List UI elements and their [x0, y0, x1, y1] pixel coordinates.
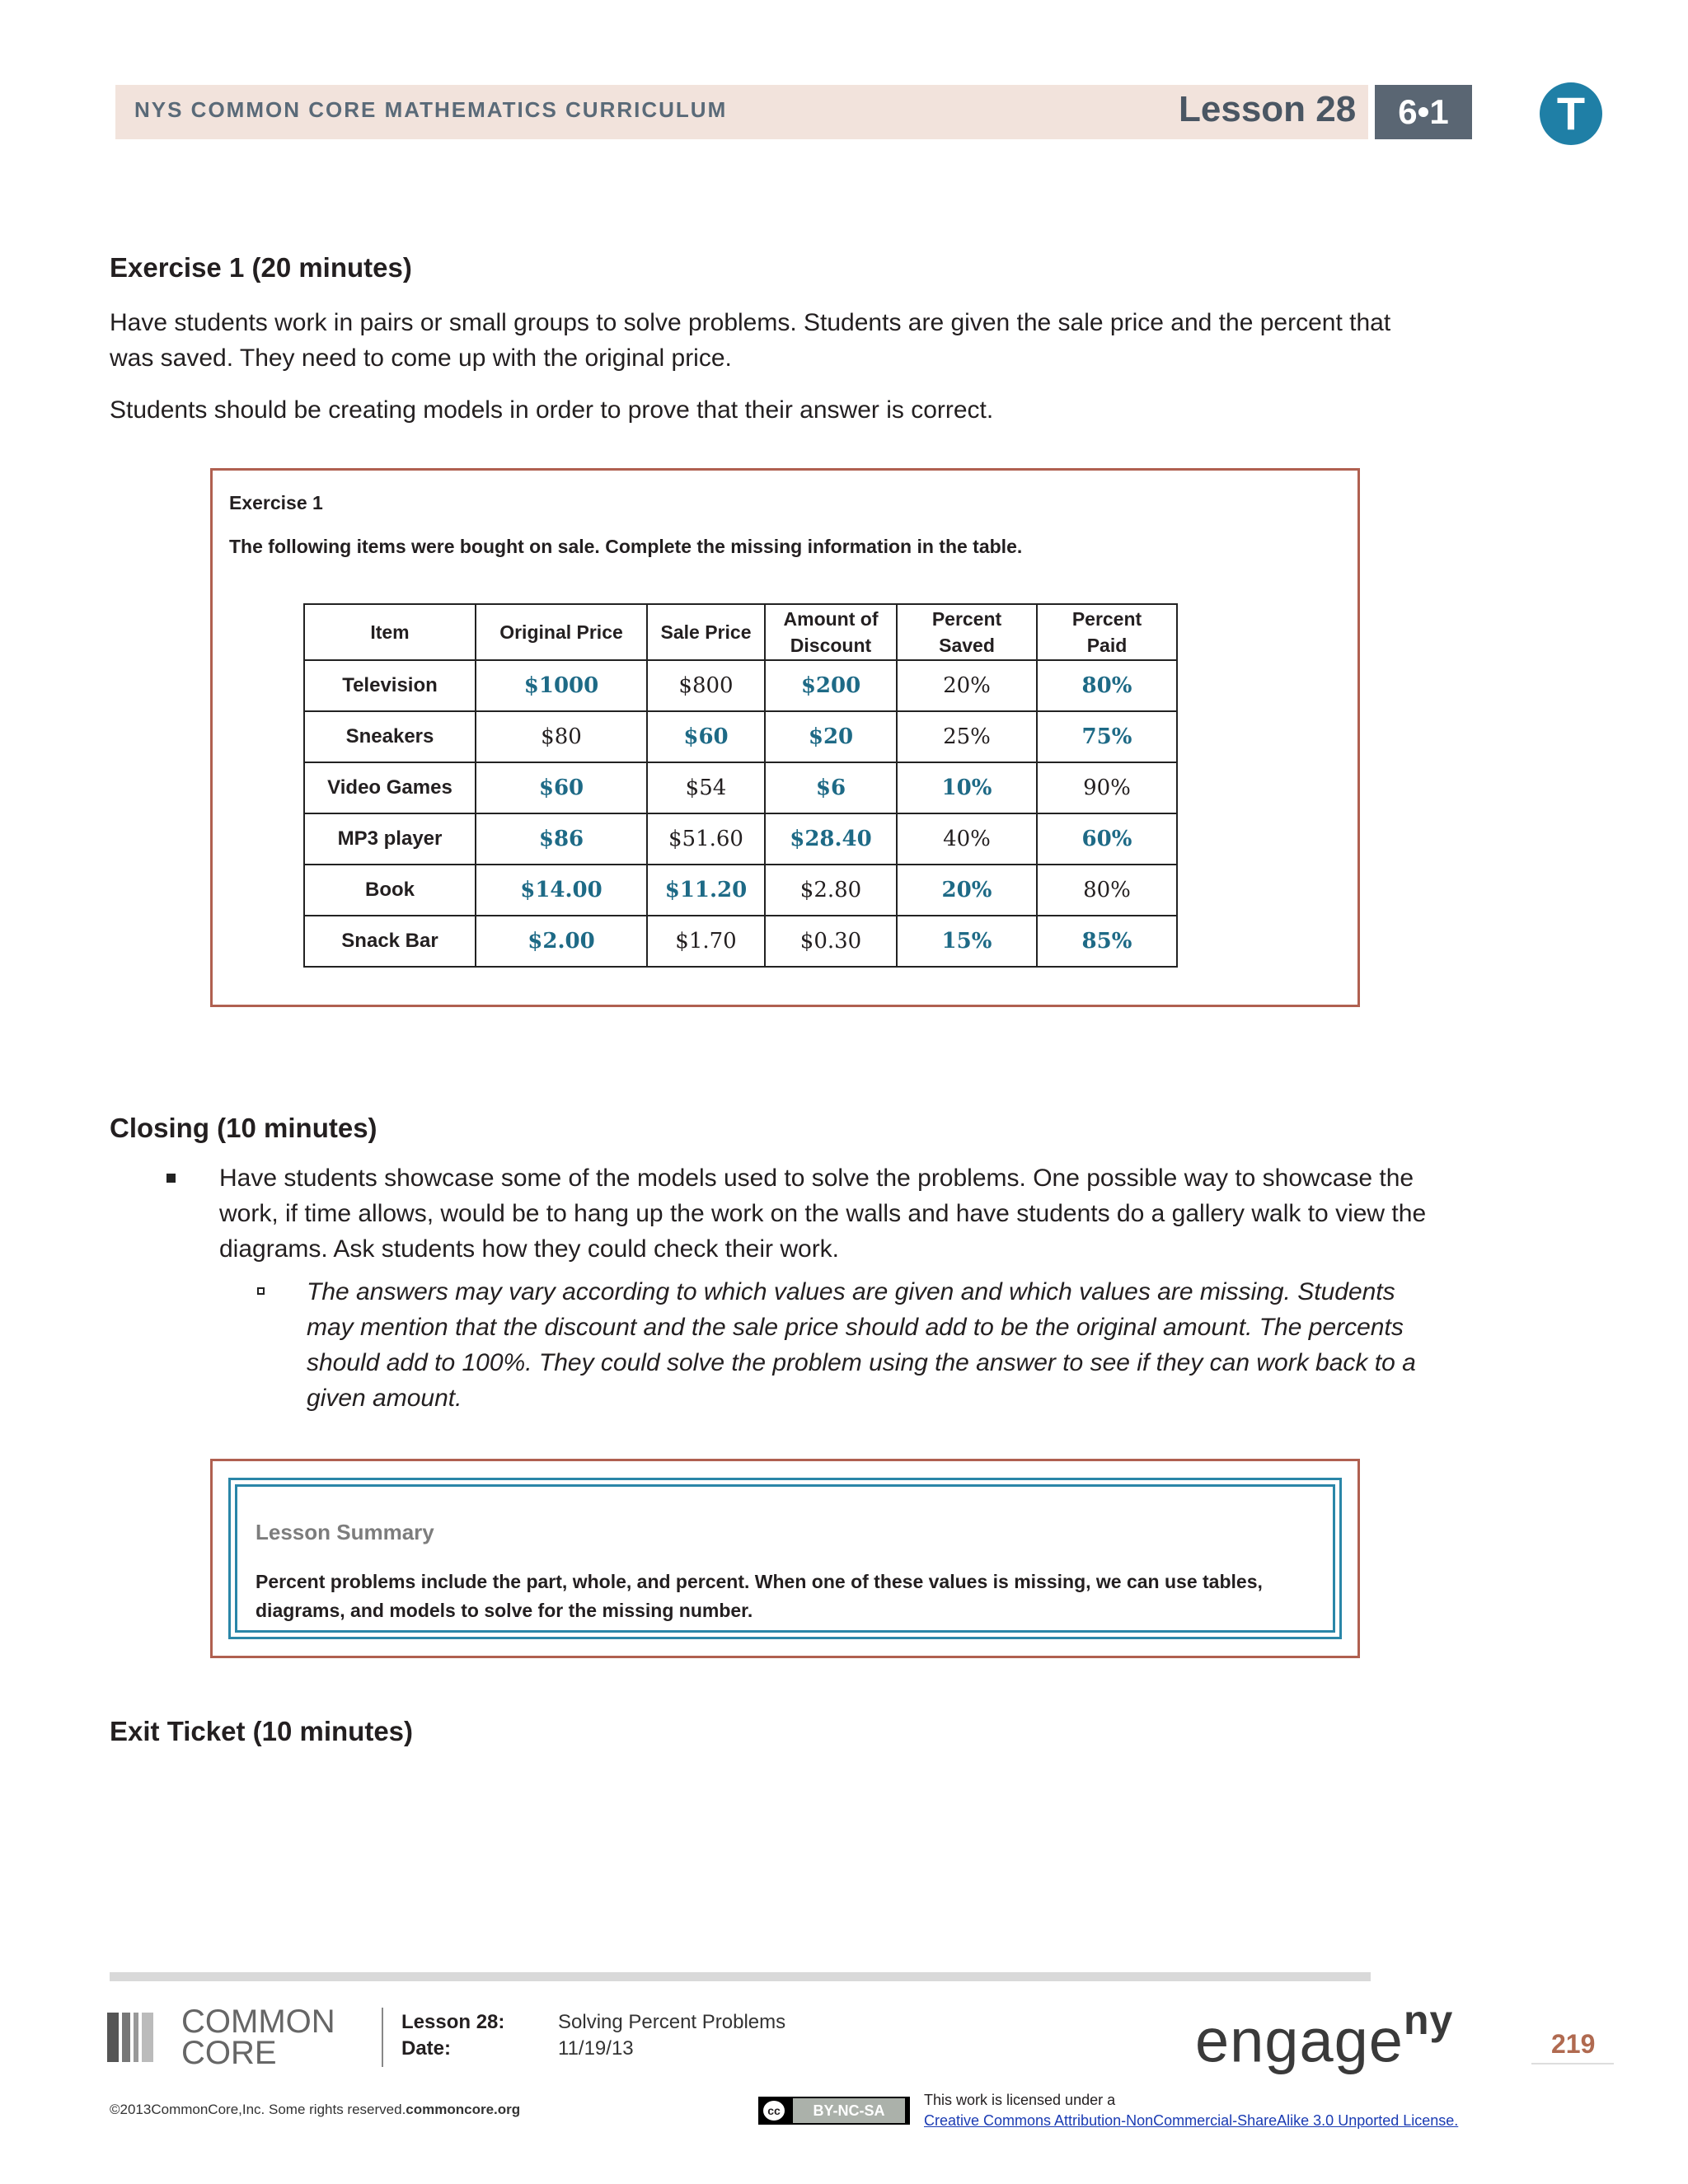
- cell-item: Television: [304, 660, 476, 711]
- cell-sale-price: $54: [647, 762, 765, 813]
- cell-item: Sneakers: [304, 711, 476, 762]
- exercise-heading: Exercise 1 (20 minutes): [110, 252, 412, 283]
- cell-sale-price: $11.20: [647, 865, 765, 916]
- summary-text: Percent problems include the part, whole, and percent. When one of these values is missing, we can use tables, diagrams, and models to solve for the missing number.: [256, 1571, 1263, 1621]
- cc-by-nc-sa-badge-icon: cc BY-NC-SA: [758, 2097, 910, 2125]
- common-core-logo: [107, 2006, 354, 2072]
- engageny-logo: engage$^{ny}$: [1195, 1997, 1454, 2075]
- cell-percent-paid: 75%: [1037, 711, 1177, 762]
- cell-discount: $0.30: [765, 916, 897, 967]
- footer-lesson-label: Lesson 28:: [401, 2011, 505, 2033]
- cell-sale-price: $800: [647, 660, 765, 711]
- license-link[interactable]: Creative Commons Attribution-NonCommercial-ShareAlike 3.0 Unported License.: [924, 2112, 1459, 2129]
- column-header: Percent Paid: [1037, 604, 1177, 660]
- cell-original-price: $2.00: [476, 916, 647, 967]
- closing-sub-bullet-text: The answers may vary according to which values are given and which values are missing. Students may mention that the discount and the sale price should add to be the original amount. The percents should add to 100%. They could solve the problem using the answer to see if they can work back to a given amount.: [307, 1278, 1416, 1412]
- cell-discount: $2.80: [765, 865, 897, 916]
- cell-percent-saved: 40%: [897, 813, 1037, 865]
- page-number: 219: [1551, 2029, 1596, 2059]
- license-text: This work is licensed under a: [924, 2092, 1116, 2108]
- logo-line-1: COMMON: [181, 2004, 335, 2040]
- cell-sale-price: $1.70: [647, 916, 765, 967]
- square-bullet-icon: [166, 1174, 176, 1183]
- column-header: Percent Saved: [897, 604, 1037, 660]
- cell-original-price: $14.00: [476, 865, 647, 916]
- cell-percent-paid: 85%: [1037, 916, 1177, 967]
- cell-discount: $200: [765, 660, 897, 711]
- logo-line-2: CORE: [181, 2035, 277, 2071]
- cell-percent-saved: 20%: [897, 660, 1037, 711]
- sale-table: [303, 603, 1178, 968]
- column-header: Item: [304, 604, 476, 660]
- cell-original-price: $1000: [476, 660, 647, 711]
- table-row: [304, 660, 1177, 711]
- exercise-box-label: Exercise 1: [229, 492, 323, 513]
- cell-sale-price: $60: [647, 711, 765, 762]
- table-header-row: [304, 604, 1177, 660]
- table-row: [304, 762, 1177, 813]
- page-number-underline: [1531, 2063, 1614, 2064]
- cell-percent-paid: 80%: [1037, 865, 1177, 916]
- cell-percent-paid: 80%: [1037, 660, 1177, 711]
- table-row: [304, 813, 1177, 865]
- exit-ticket-heading: Exit Ticket (10 minutes): [110, 1716, 414, 1746]
- cell-percent-saved: 15%: [897, 916, 1037, 967]
- grade-module-badge: 6•1: [1375, 85, 1472, 139]
- column-header: Original Price: [476, 604, 647, 660]
- cell-item: MP3 player: [304, 813, 476, 865]
- cell-percent-paid: 60%: [1037, 813, 1177, 865]
- cell-original-price: $80: [476, 711, 647, 762]
- cell-item: Book: [304, 865, 476, 916]
- cell-original-price: $86: [476, 813, 647, 865]
- footer-date-value: 11/19/13: [558, 2037, 634, 2060]
- lesson-title: Lesson 28: [1179, 89, 1357, 129]
- cell-discount: $20: [765, 711, 897, 762]
- exercise-paragraph-1: Have students work in pairs or small groups to solve problems. Students are given the sale price and the percent that was saved. They need to come up with the original price.: [110, 309, 1391, 372]
- footer-lesson-value: Solving Percent Problems: [558, 2011, 786, 2033]
- column-header: Amount of Discount: [765, 604, 897, 660]
- curriculum-title: NYS COMMON CORE MATHEMATICS CURRICULUM: [134, 97, 728, 122]
- cell-item: Snack Bar: [304, 916, 476, 967]
- cell-percent-paid: 90%: [1037, 762, 1177, 813]
- table-row: [304, 916, 1177, 967]
- cell-percent-saved: 20%: [897, 865, 1037, 916]
- closing-bullet-text: Have students showcase some of the models used to solve the problems. One possible way to showcase the work, if time allows, would be to hang up the work on the walls and have students do a gallery walk to view the diagrams. Ask students how they could check their work.: [219, 1165, 1427, 1263]
- cell-percent-saved: 25%: [897, 711, 1037, 762]
- copyright-text: ©2013CommonCore,Inc. Some rights reserved.commoncore.org: [110, 2102, 521, 2117]
- cell-sale-price: $51.60: [647, 813, 765, 865]
- exercise-paragraph-2: Students should be creating models in order to prove that their answer is correct.: [110, 396, 994, 424]
- cell-percent-saved: 10%: [897, 762, 1037, 813]
- hollow-square-bullet-icon: [257, 1287, 265, 1295]
- exercise-box-prompt: The following items were bought on sale. Complete the missing information in the table.: [229, 536, 1023, 557]
- teacher-badge-icon: T: [1540, 82, 1602, 145]
- footer-divider: [110, 1972, 1371, 1981]
- cell-item: Video Games: [304, 762, 476, 813]
- table-row: [304, 865, 1177, 916]
- closing-heading: Closing (10 minutes): [110, 1113, 377, 1143]
- summary-title: Lesson Summary: [256, 1520, 434, 1544]
- cell-discount: $6: [765, 762, 897, 813]
- cell-original-price: $60: [476, 762, 647, 813]
- footer-date-label: Date:: [401, 2037, 452, 2060]
- table-row: [304, 711, 1177, 762]
- footer-vertical-divider: [382, 2008, 383, 2067]
- cell-discount: $28.40: [765, 813, 897, 865]
- column-header: Sale Price: [647, 604, 765, 660]
